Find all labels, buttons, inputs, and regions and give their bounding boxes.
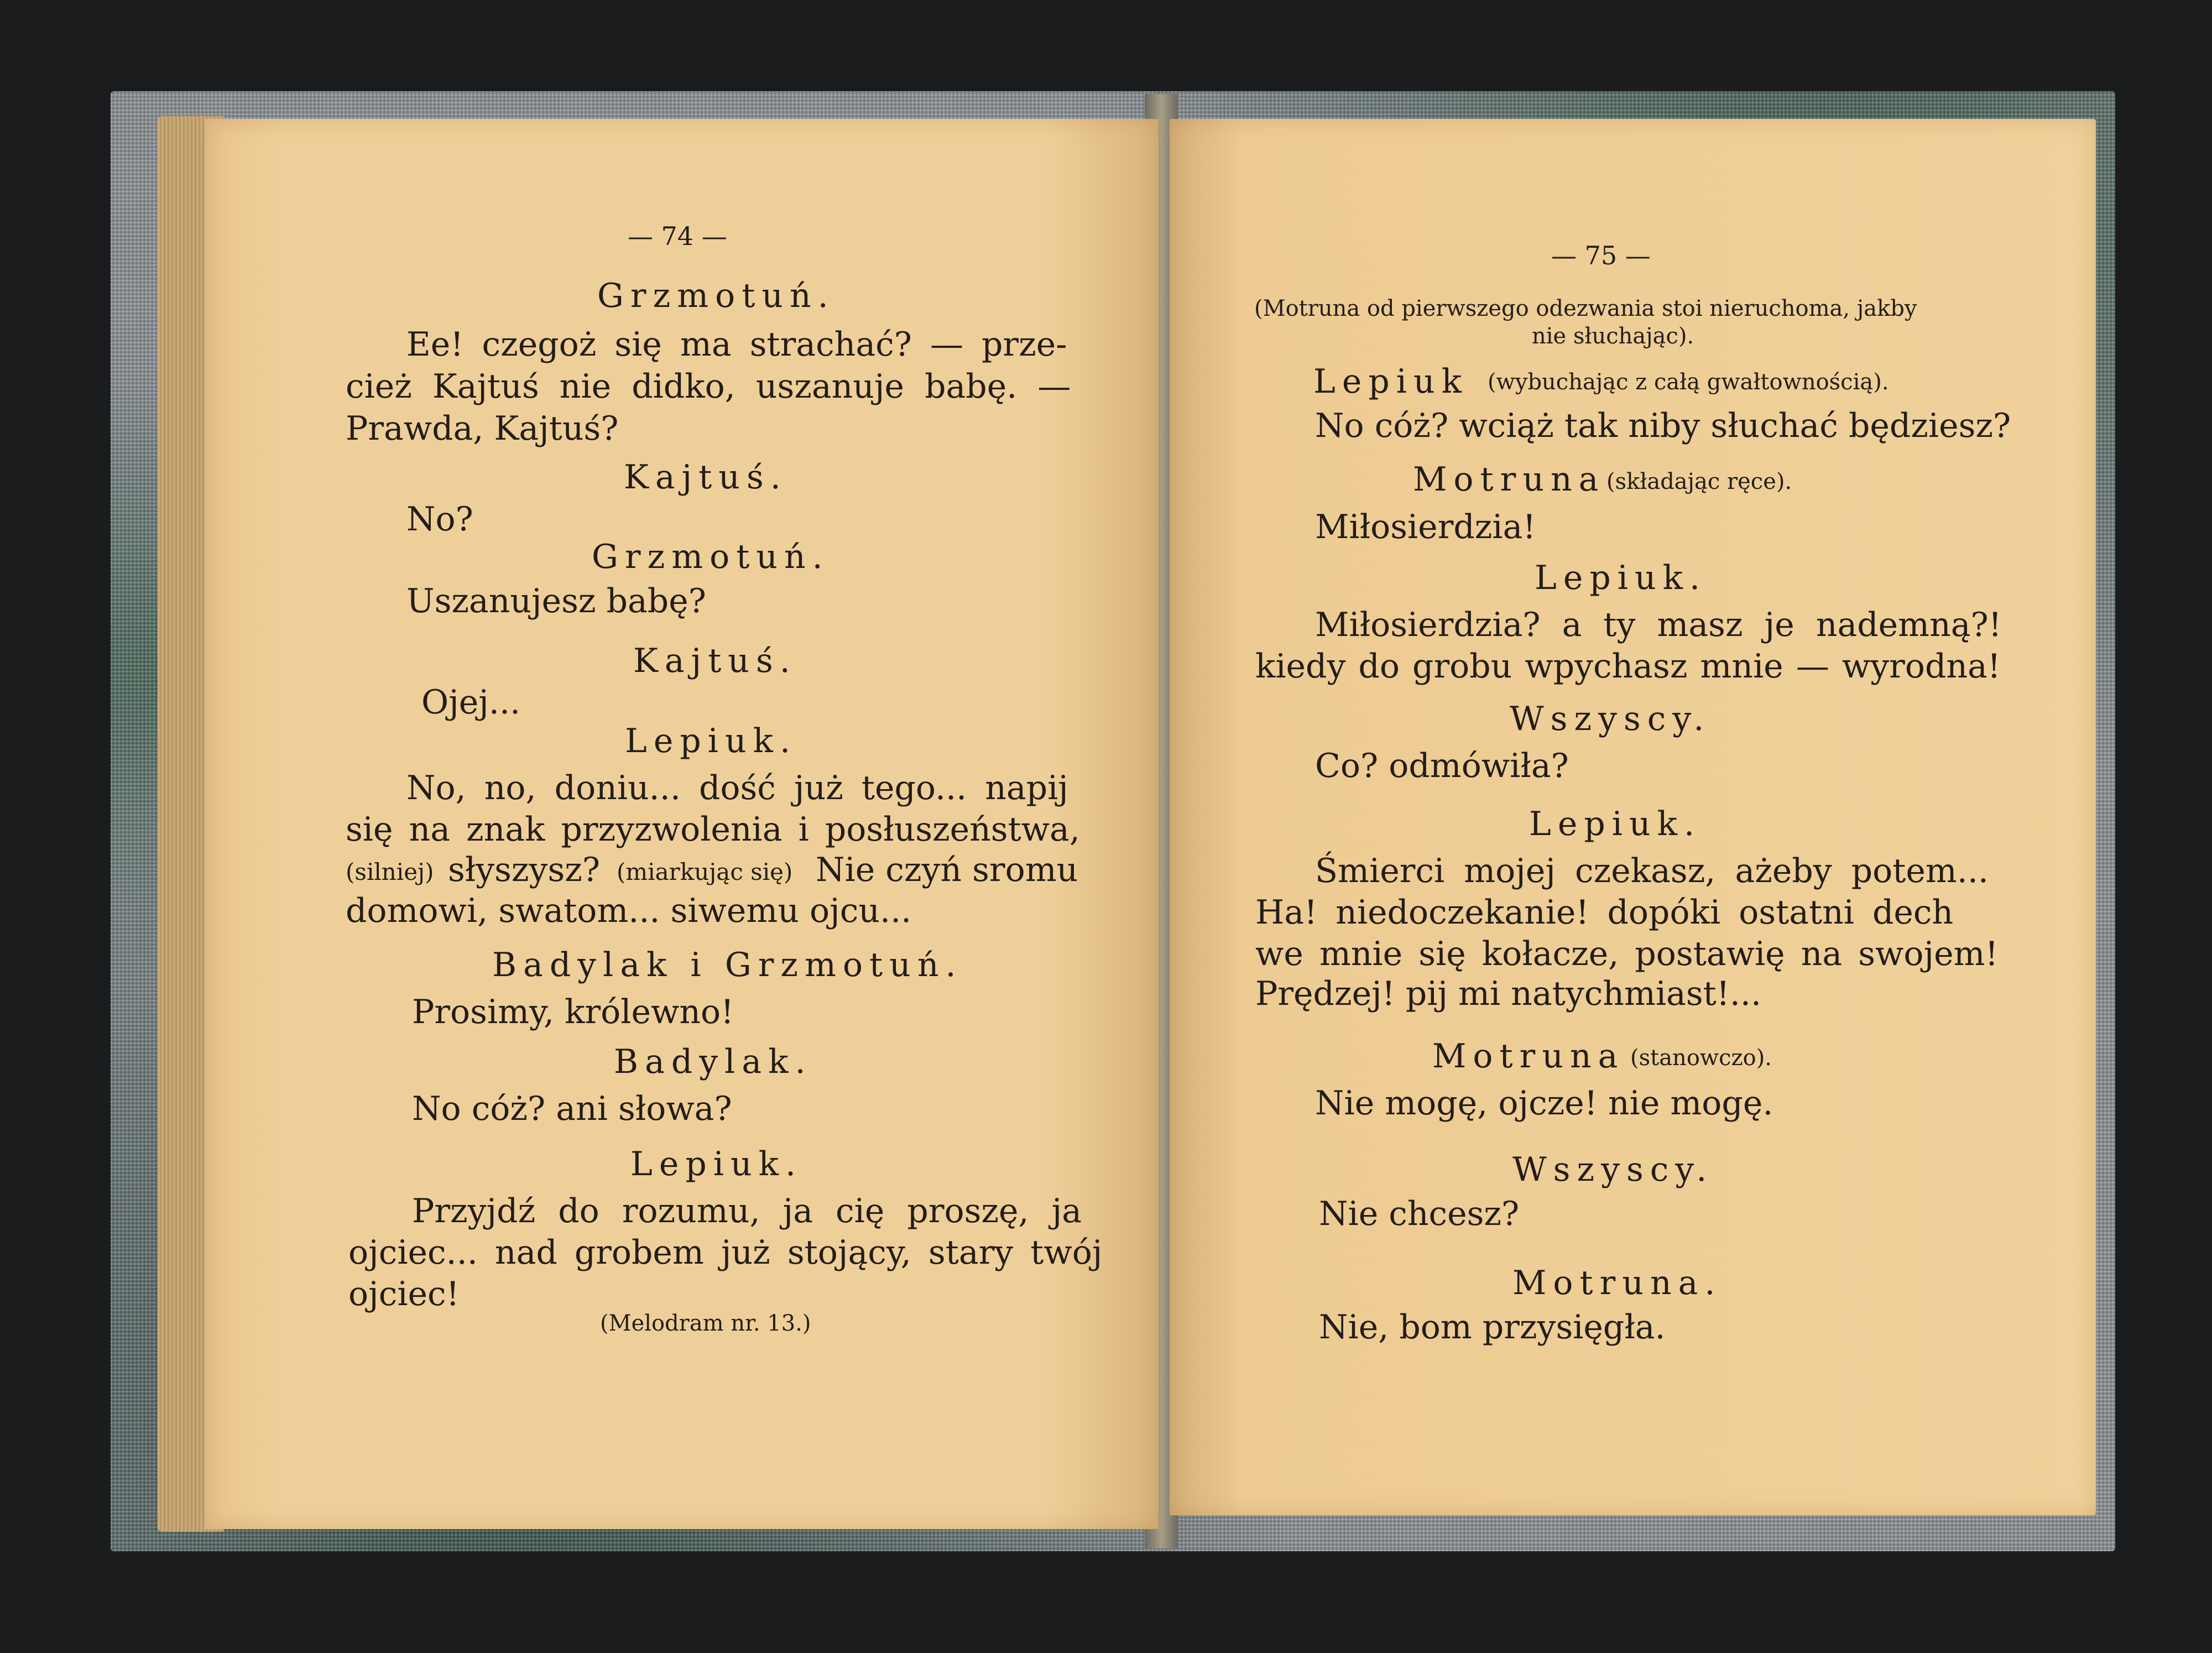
text-line: Ojej... (421, 683, 521, 722)
text-line: cież Kajtuś nie didko, uszanuje babę. — (346, 367, 1071, 406)
text-line: Nie czyń sromu (816, 851, 1078, 889)
speaker-motruna: Motruna (1432, 1037, 1625, 1076)
text-line: kiedy do grobu wpychasz mnie — wyrodna! (1255, 647, 2001, 686)
stage-direction: (silniej) (346, 858, 434, 885)
speaker-kajtus: Kajtuś. (624, 458, 787, 497)
text-line: Ee! czegoż się ma strachać? — prze- (406, 325, 1067, 364)
speaker-grzmotun: Grzmotuń. (597, 277, 835, 315)
speaker-grzmotun: Grzmotuń. (592, 538, 830, 576)
text-line: ojciec! (348, 1275, 460, 1313)
text-line: Prędzej! pij mi natychmiast!... (1255, 974, 1762, 1013)
text-line: we mnie się kołacze, postawię na swojem! (1255, 935, 1999, 973)
text-line: Ha! niedoczekanie! dopóki ostatni dech (1255, 893, 1954, 932)
speaker-lepiuk: Lepiuk. (630, 1145, 803, 1183)
text-line: No cóż? wciąż tak niby słuchać będziesz? (1315, 406, 2011, 445)
stage-direction: (wybuchając z całą gwałtownością). (1488, 369, 1889, 395)
stage-direction: (Motruna od pierwszego odezwania stoi nieruchoma, jakby (1254, 296, 1917, 321)
speaker-motruna: Motruna (1413, 460, 1605, 499)
text-line: ojciec... nad grobem już stojący, stary twój (348, 1233, 1103, 1272)
text-line: Nie chcesz? (1319, 1195, 1520, 1233)
text-line: Nie mogę, ojcze! nie mogę. (1315, 1084, 1773, 1123)
speaker-lepiuk: Lepiuk. (1535, 559, 1707, 597)
stage-direction: nie słuchając). (1532, 324, 1694, 349)
text-line: Uszanujesz babę? (406, 582, 706, 620)
text-line: No, no, doniu... dość już tego... napij (406, 769, 1068, 807)
text-line: Co? odmówiła? (1315, 747, 1569, 785)
text-line: się na znak przyzwolenia i posłuszeństwa, (346, 810, 1080, 849)
speaker-motruna: Motruna. (1512, 1264, 1722, 1302)
text-line: Miłosierdzia? a ty masz je nademną?! (1315, 606, 2002, 644)
text-line: Miłosierdzia! (1315, 508, 1536, 546)
stage-direction: (stanowczo). (1630, 1045, 1772, 1071)
text-line: Prosimy, królewno! (412, 993, 734, 1031)
speaker-kajtus: Kajtuś. (633, 642, 797, 680)
speaker-wszyscy: Wszyscy. (1512, 1150, 1714, 1189)
melodram-note: (Melodram nr. 13.) (600, 1311, 811, 1336)
speaker-lepiuk: Lepiuk. (1529, 805, 1702, 843)
text-line: domowi, swatom... siwemu ojcu... (346, 891, 912, 930)
text-line: Przyjdź do rozumu, ja cię proszę, ja (412, 1192, 1082, 1230)
speaker-badylak: Badylak. (614, 1042, 812, 1081)
text-line: Śmierci mojej czekasz, ażeby potem... (1315, 852, 1989, 890)
right-page-number: — 75 — (1551, 241, 1651, 270)
text-line: Prawda, Kajtuś? (346, 409, 619, 448)
left-page-number: — 74 — (628, 221, 727, 251)
speaker-lepiuk: Lepiuk (1313, 362, 1468, 401)
text-line: No? (406, 500, 473, 539)
speaker-lepiuk: Lepiuk. (625, 722, 797, 760)
stage-direction: (składając ręce). (1606, 469, 1792, 494)
text-line: słyszysz? (448, 851, 601, 889)
speaker-badylak-grzmotun: Badylak i Grzmotuń. (492, 946, 963, 984)
text-line: No cóż? ani słowa? (412, 1089, 732, 1128)
speaker-wszyscy: Wszyscy. (1510, 700, 1711, 738)
stage-direction: (miarkując się) (617, 858, 793, 885)
text-line: Nie, bom przysięgła. (1319, 1308, 1666, 1347)
